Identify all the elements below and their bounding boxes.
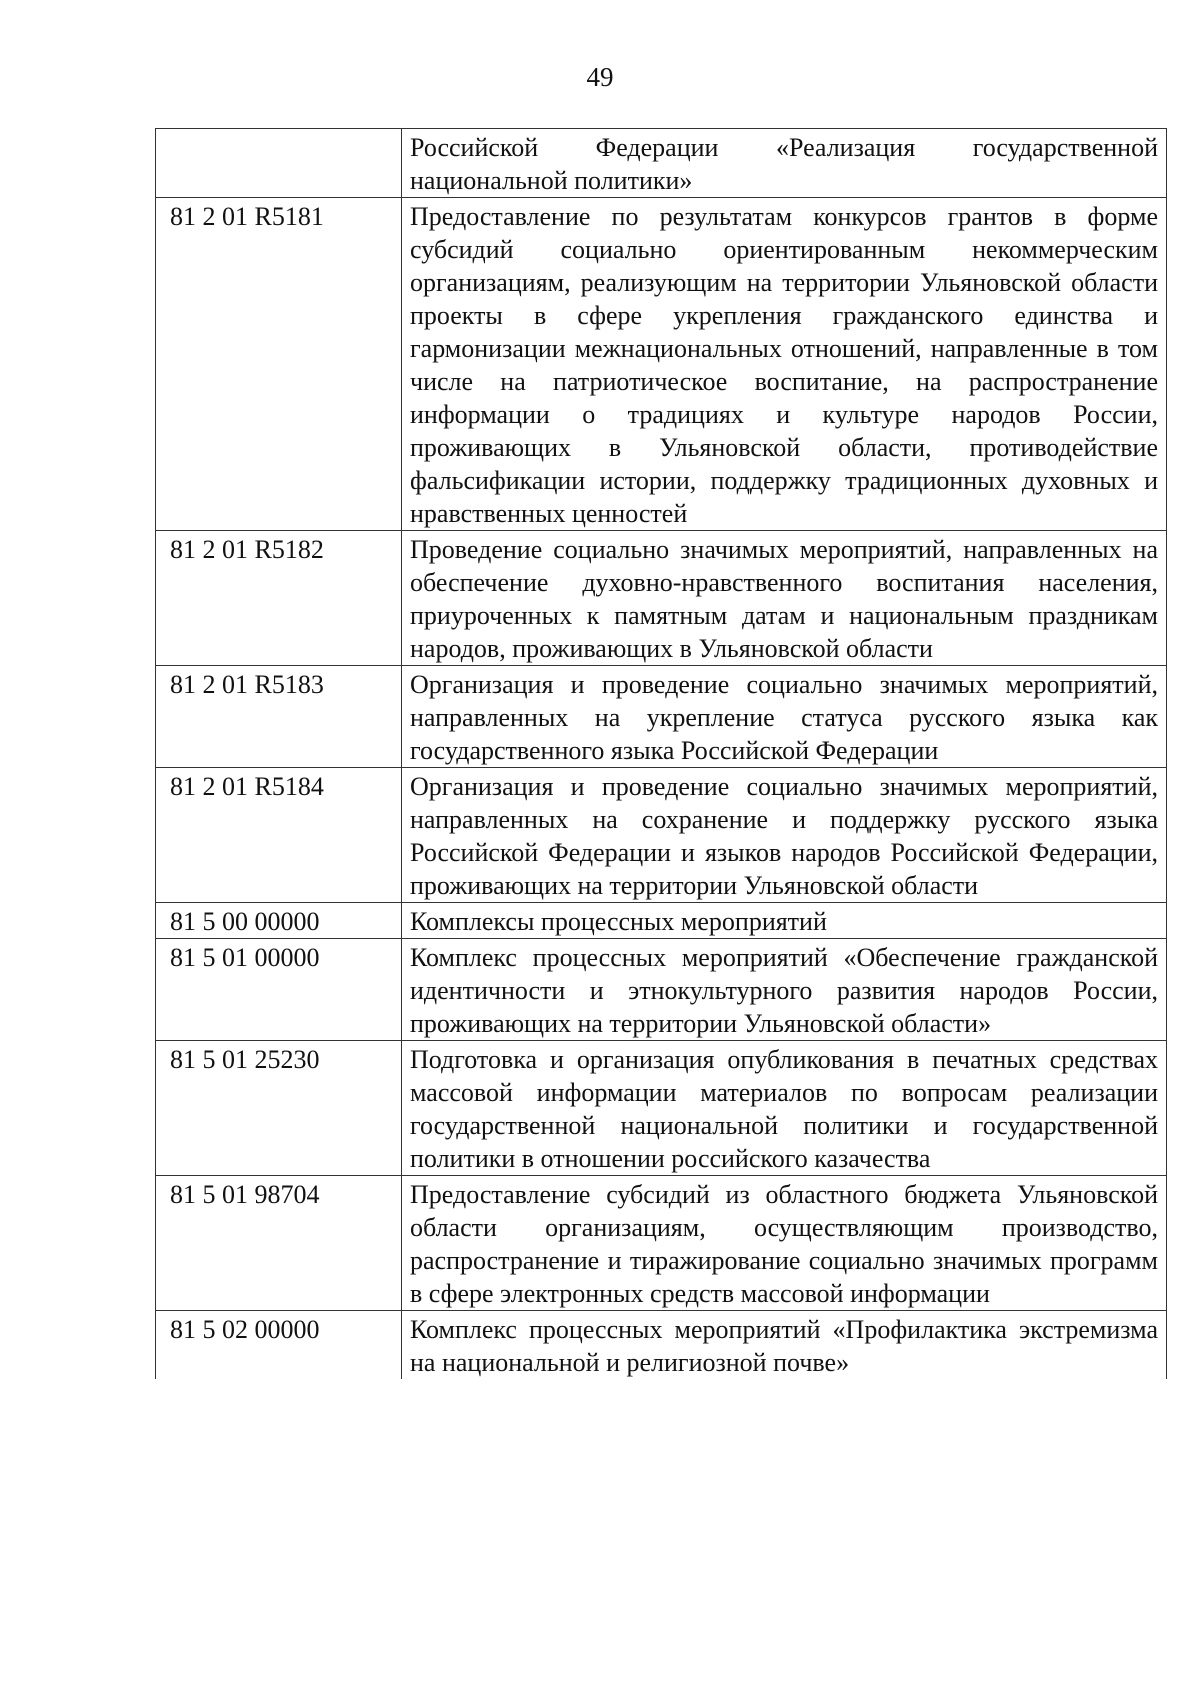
description-cell: Организация и проведение социально значимых мероприятий, направленных на сохранение и поддержку русского языка Российской Федерации и языков народов Российской Федерации, проживающих на территории Ульяновской области (402, 768, 1167, 903)
description-cell: Комплекс процессных мероприятий «Профилактика экстремизма на национальной и религиозной почве» (402, 1311, 1167, 1380)
code-cell (156, 129, 402, 198)
description-cell: Подготовка и организация опубликования в печатных средствах массовой информации материалов по вопросам реализации государственной национальной политики и государственной политики в отношении российского казачества (402, 1041, 1167, 1176)
table-row (156, 198, 1167, 531)
table-row (156, 666, 1167, 768)
description-cell: Российской Федерации «Реализация государственной национальной политики» (402, 129, 1167, 198)
table-row (156, 1041, 1167, 1176)
code-cell: 81 2 01 R5181 (156, 198, 402, 531)
description-cell: Комплекс процессных мероприятий «Обеспечение гражданской идентичности и этнокультурного развития народов России, проживающих на территории Ульяновской области» (402, 939, 1167, 1041)
table-row (156, 1176, 1167, 1311)
table-row (156, 939, 1167, 1041)
description-cell: Комплексы процессных мероприятий (402, 903, 1167, 939)
description-cell: Предоставление субсидий из областного бюджета Ульяновской области организациям, осуществляющим производство, распространение и тиражирование социально значимых программ в сфере электронных средств массовой информации (402, 1176, 1167, 1311)
description-cell: Организация и проведение социально значимых мероприятий, направленных на укрепление статуса русского языка как государственного языка Российской Федерации (402, 666, 1167, 768)
page-number: 49 (586, 62, 614, 92)
code-cell: 81 2 01 R5184 (156, 768, 402, 903)
code-cell: 81 5 02 00000 (156, 1311, 402, 1380)
table-row (156, 531, 1167, 666)
code-cell: 81 5 01 25230 (156, 1041, 402, 1176)
code-cell: 81 2 01 R5183 (156, 666, 402, 768)
description-cell: Проведение социально значимых мероприятий, направленных на обеспечение духовно-нравственного воспитания населения, приуроченных к памятным датам и национальным праздникам народов, проживающих в Ульяновской области (402, 531, 1167, 666)
table-row (156, 1311, 1167, 1380)
table-row (156, 903, 1167, 939)
code-cell: 81 5 01 00000 (156, 939, 402, 1041)
table-row (156, 129, 1167, 198)
code-cell: 81 5 01 98704 (156, 1176, 402, 1311)
budget-classification-table (155, 128, 1167, 1379)
description-cell: Предоставление по результатам конкурсов грантов в форме субсидий социально ориентированным некоммерческим организациям, реализующим на территории Ульяновской области проекты в сфере укрепления гражданского единства и гармонизации межнациональных отношений, направленные в том числе на патриотическое воспитание, на распространение информации о традициях и культуре народов России, проживающих в Ульяновской области, противодействие фальсификации истории, поддержку традиционных духовных и нравственных ценностей (402, 198, 1167, 531)
code-cell: 81 2 01 R5182 (156, 531, 402, 666)
table-row (156, 768, 1167, 903)
code-cell: 81 5 00 00000 (156, 903, 402, 939)
